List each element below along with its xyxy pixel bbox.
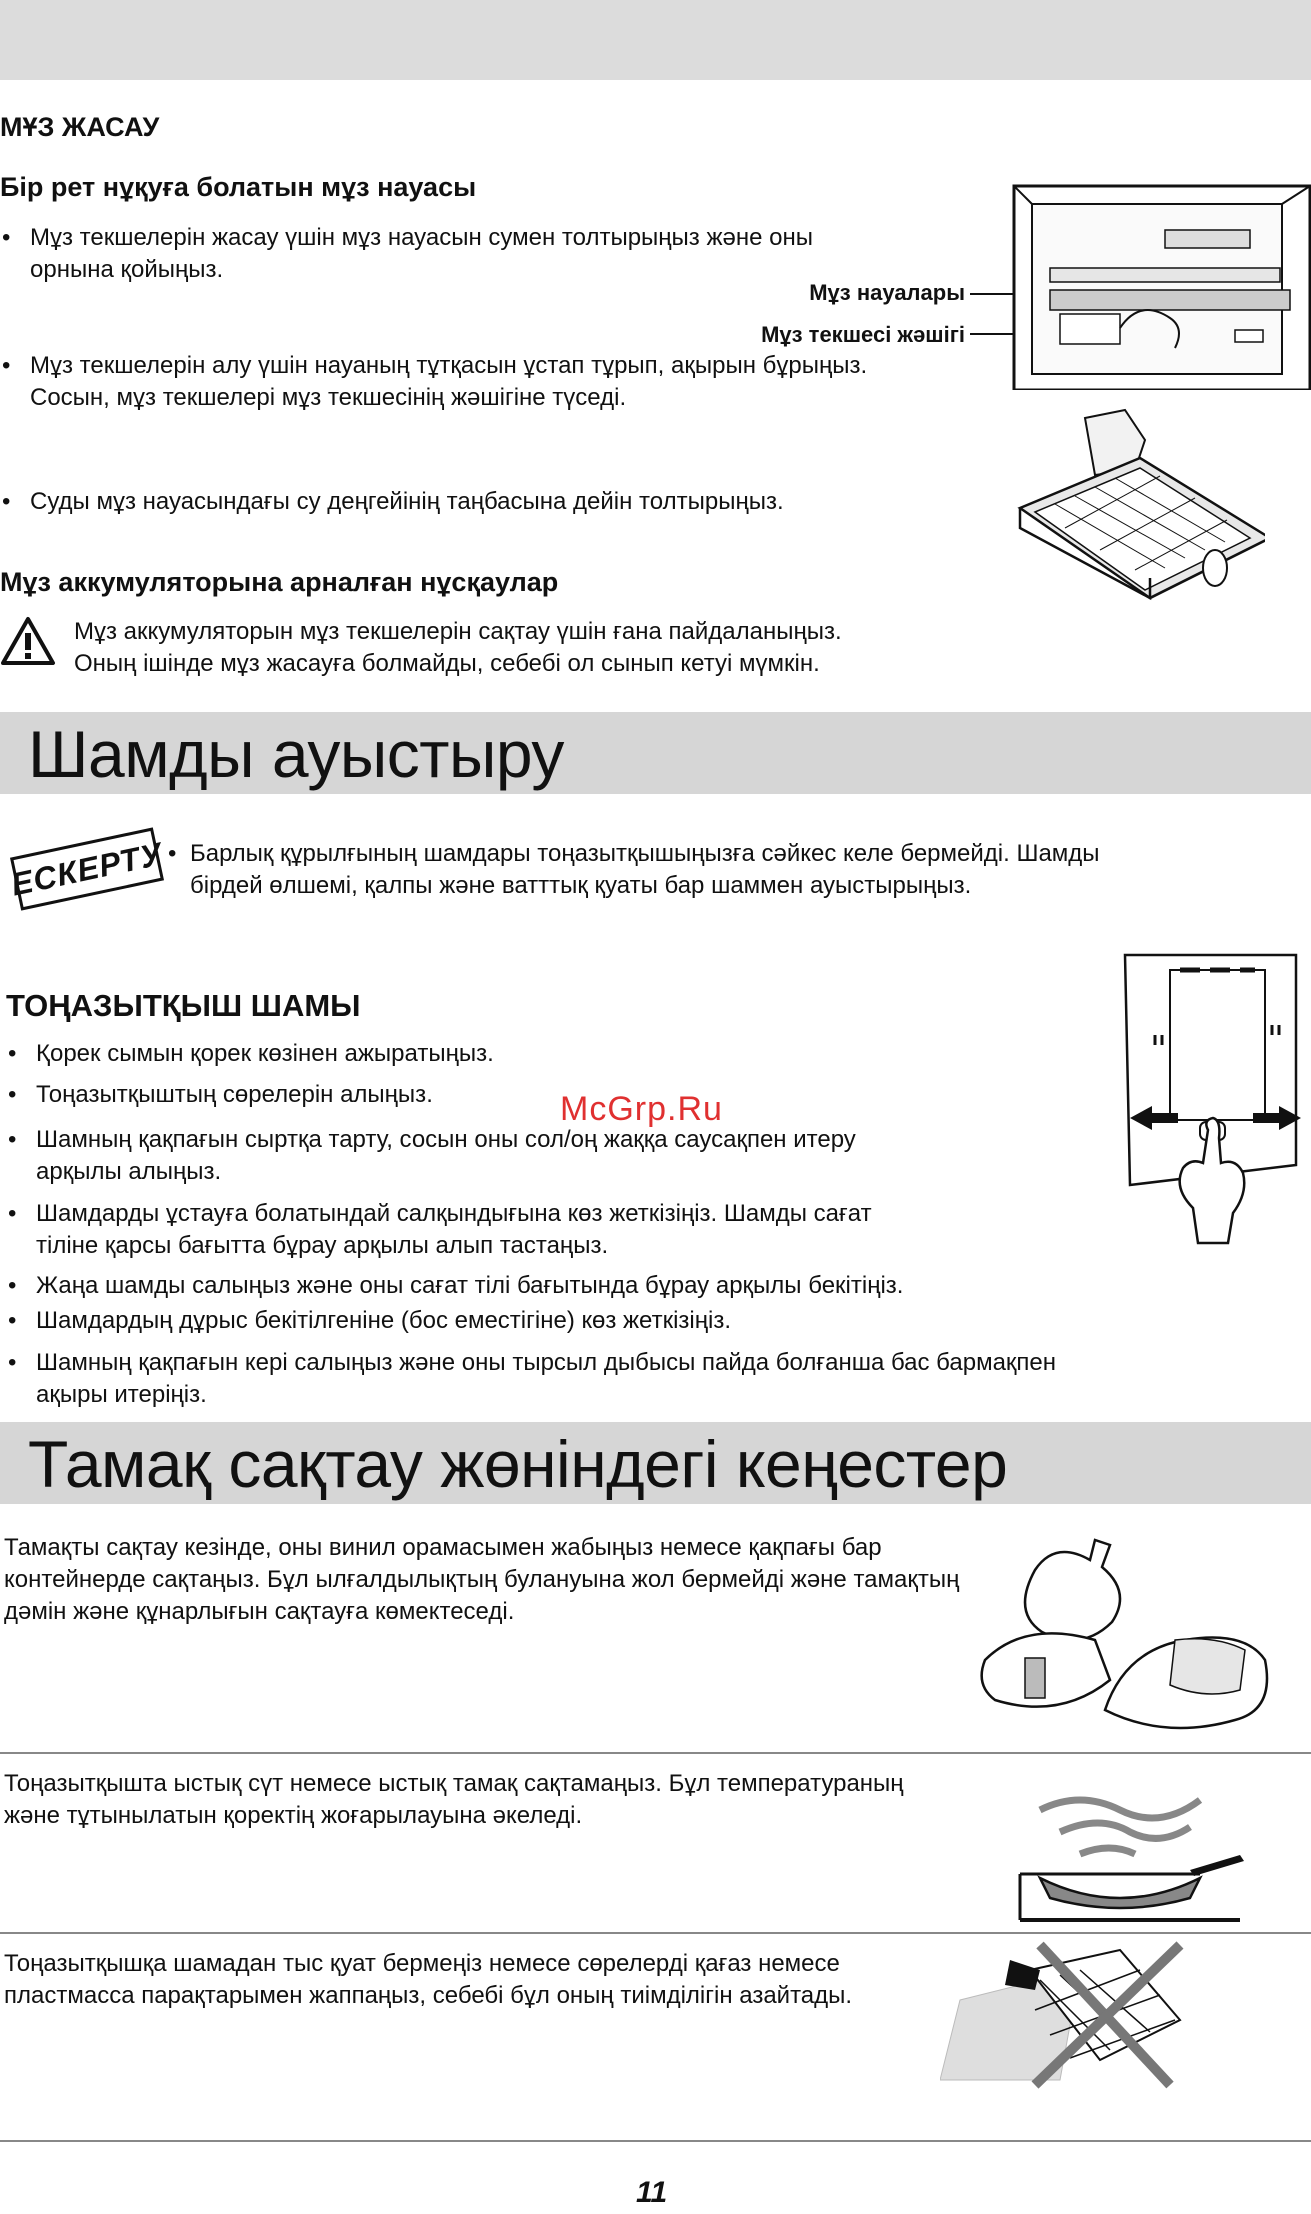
lamp-step-6: • Шамдардың дұрыс бекітілгеніне (бос еместігіне) көз жеткізіңіз. [6, 1305, 1106, 1337]
lamp-step-1: • Қорек сымын қорек көзінен ажыратыңыз. [6, 1038, 1066, 1070]
divider-2 [0, 1932, 1311, 1934]
wrapped-food-illustration [975, 1530, 1275, 1740]
hot-food-illustration [1010, 1770, 1250, 1930]
ice-bullet-water-level: • Суды мұз науасындағы су деңгейінің таңбасына дейін толтырыңыз. [0, 486, 960, 518]
divider-3 [0, 2140, 1311, 2142]
lamp-steps-3-4 [6, 1124, 926, 1262]
page-number: 11 [636, 2176, 668, 2209]
fridge-lamp-heading: ТОҢАЗЫТҚЫШ ШАМЫ [6, 988, 361, 1023]
note-badge [7, 827, 166, 910]
lamp-step-5: • Жаңа шамды салыңыз және оны сағат тілі бағытында бұрау арқылы бекітіңіз. [6, 1270, 1106, 1302]
accumulator-line-2: Оның ішінде мұз жасауға болмайды, себебі ол сынып кетуі мүмкін. [74, 650, 820, 677]
lamp-step-2: • Тоңазытқыштың сөрелерін алыңыз. [6, 1079, 1066, 1111]
ice-bullets-1 [0, 222, 880, 286]
note-badge-label: ЕСКЕРТУ [7, 834, 166, 903]
top-header-bar [0, 0, 1311, 80]
callout-ice-trays: Мұз науалары [809, 280, 965, 305]
divider-1 [0, 1752, 1311, 1754]
warning-triangle-icon [0, 616, 56, 666]
food-banner [0, 1422, 1311, 1504]
note-line-2: бірдей өлшемі, қалпы және ватттық қуаты бар шаммен ауыстырыңыз. [190, 872, 972, 899]
food-tip-3: Тоңазытқышқа шамадан тыс қуат бермеңіз немесе сөрелерді қағаз немесе пластмасса парақтарымен жаппаңыз, себебі бұл оның тиімділігін азайтады. [4, 1950, 853, 2009]
lamp-banner [0, 712, 1311, 794]
accumulator-heading: Мұз аккумуляторына арналған нұсқаулар [0, 567, 559, 597]
food-tip-1: Тамақты сақтау кезінде, оны винил орамасымен жабыңыз немесе қақпағы бар контейнерде сақтаңыз. Бұл ылғалдылықтың булануына жол бермейді және тамақтың дәмін және құнарлығын сақтауға көмектеседі. [4, 1534, 960, 1625]
ice-bullet-twist: • Мұз текшелерін алу үшін науаның тұтқасын ұстап тұрып, ақырын бұрыңыз. Сосын, мұз текшелері мұз текшесінің жәшігіне түседі. [0, 350, 920, 414]
accumulator-line-1: Мұз аккумуляторын мұз текшелерін сақтау үшін ғана пайдаланыңыз. [74, 618, 842, 645]
lamp-steps-5-7 [6, 1270, 1106, 1411]
lamp-step-7: • Шамның қақпағын кері салыңыз және оны тырсыл дыбысы пайда болғанша бас бармақпен ақыры итеріңіз. [6, 1347, 1056, 1411]
lamp-banner-title: Шамды ауыстыру [28, 717, 564, 791]
food-banner-title: Тамақ сақтау жөніндегі кеңестер [28, 1427, 1008, 1501]
ice-tray-fridge-illustration [970, 178, 1311, 390]
callout-ice-bin: Мұз текшесі жәшігі [761, 322, 965, 347]
note-bullet-dot: • [168, 840, 177, 867]
watermark-text: McGrp.Ru [560, 1090, 723, 1128]
food-tip-2: Тоңазытқышта ыстық сүт немесе ыстық тамақ сақтамаңыз. Бұл температураның және тұтынылатын қоректің жоғарылауына әкеледі. [4, 1770, 904, 1829]
note-line-1: Барлық құрылғының шамдары тоңазытқышыңызға сәйкес келе бермейді. Шамды [190, 840, 1100, 867]
lamp-step-3: • Шамның қақпағын сыртқа тарту, сосын оны сол/оң жаққа саусақпен итеру арқылы алыңыз. [6, 1124, 926, 1188]
lamp-step-4: • Шамдарды ұстауға болатындай салқындығына көз жеткізіңіз. Шамды сағат тіліне қарсы бағытта бұрау арқылы алып тастаңыз. [6, 1198, 926, 1262]
ice-bullet-fill: • Мұз текшелерін жасау үшін мұз науасын сумен толтырыңыз және оны орнына қойыңыз. [0, 222, 880, 286]
ice-heading: МҰЗ ЖАСАУ [0, 112, 160, 142]
ice-tray-pour-illustration [1015, 408, 1265, 628]
ice-subheading: Бір рет нұқуға болатын мұз науасы [0, 172, 477, 202]
ice-bullets-2 [0, 350, 920, 414]
lamp-steps-1-2 [6, 1038, 1066, 1111]
ice-bullets-3 [0, 486, 960, 518]
covered-shelf-illustration [940, 1940, 1220, 2090]
lamp-cover-illustration [1120, 950, 1311, 1250]
